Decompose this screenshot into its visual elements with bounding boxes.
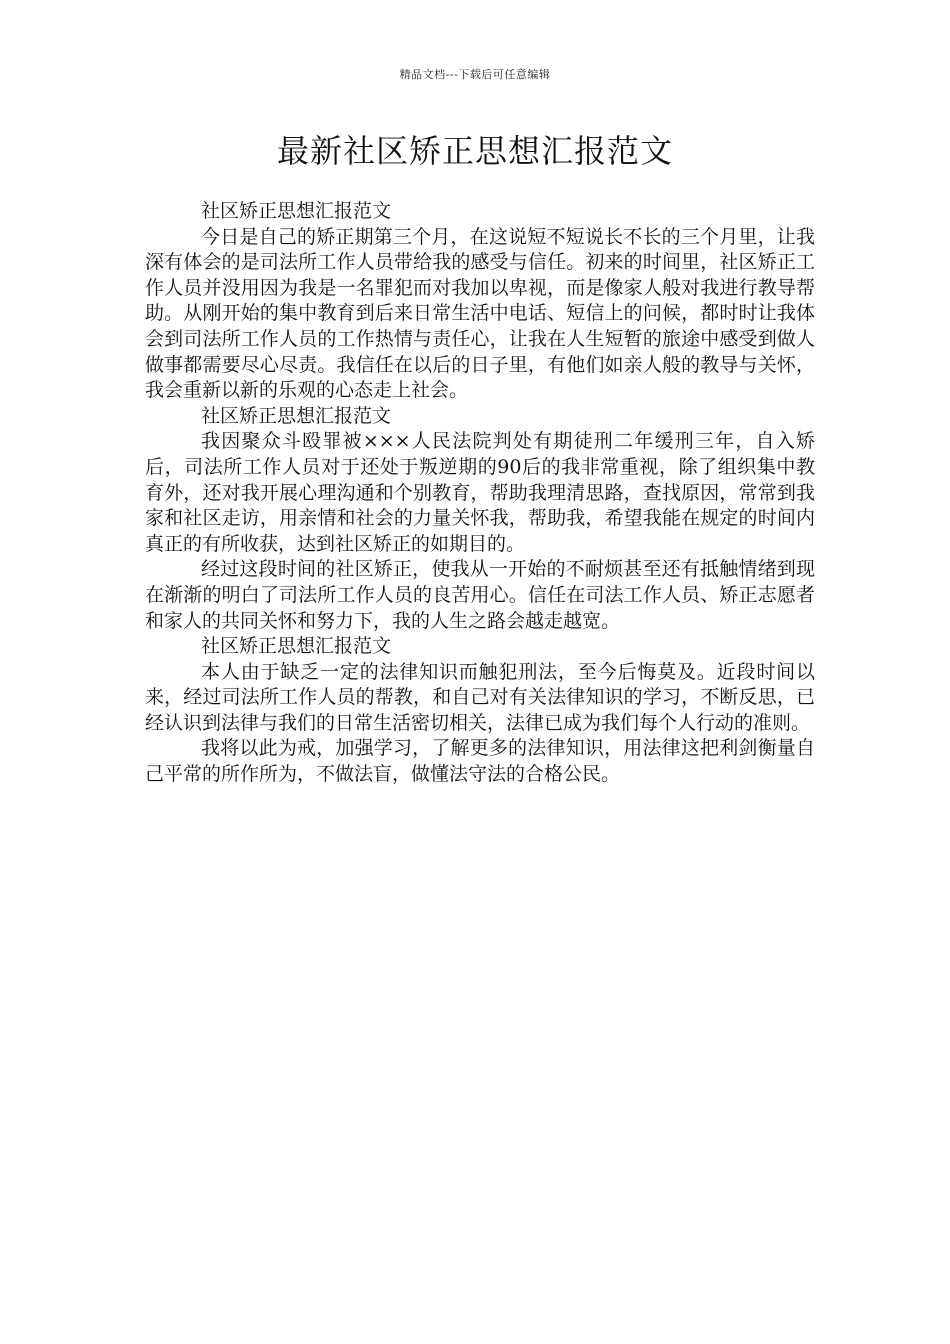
document-body xyxy=(145,199,815,788)
header-note: 精品文档---下载后可任意编辑 xyxy=(399,68,551,81)
body-paragraph: 本人由于缺乏一定的法律知识而触犯刑法，至今后悔莫及。近段时间以来，经过司法所工作人员的帮教，和自己对有关法律知识的学习，不断反思，已经认识到法律与我们的日常生活密切相关，法律已成为我们每个人行动的准则。 xyxy=(145,660,815,734)
section-heading: 社区矫正思想汇报范文 xyxy=(201,635,392,658)
body-paragraph: 今日是自己的矫正期第三个月，在这说短不短说长不长的三个月里，让我深有体会的是司法所工作人员带给我的感受与信任。初来的时间里，社区矫正工作人员并没用因为我是一名罪犯而对我加以卑视，而是像家人般对我进行教导帮助。从刚开始的集中教育到后来日常生活中电话、短信上的问候，都时时让我体会到司法所工作人员的工作热情与责任心，让我在人生短暂的旅途中感受到做人做事都需要尽心尽责。我信任在以后的日子里，有他们如亲人般的教导与关怀，我会重新以新的乐观的心态走上社会。 xyxy=(145,225,815,402)
body-paragraph: 我因聚众斗殴罪被×××人民法院判处有期徒刑二年缓刑三年，自入矫后，司法所工作人员对于还处于叛逆期的90后的我非常重视，除了组织集中教育外，还对我开展心理沟通和个别教育，帮助我理清思路，查找原因，常常到我家和社区走访，用亲情和社会的力量关怀我，帮助我，希望我能在规定的时间内真正的有所收获，达到社区矫正的如期目的。 xyxy=(145,430,815,555)
section-heading: 社区矫正思想汇报范文 xyxy=(201,404,392,427)
body-paragraph: 经过这段时间的社区矫正，使我从一开始的不耐烦甚至还有抵触情绪到现在渐渐的明白了司法所工作人员的良苦用心。信任在司法工作人员、矫正志愿者和家人的共同关怀和努力下，我的人生之路会越走越宽。 xyxy=(145,558,815,632)
document-title: 最新社区矫正思想汇报范文 xyxy=(276,132,673,170)
section-heading: 社区矫正思想汇报范文 xyxy=(201,200,392,222)
body-paragraph: 我将以此为戒，加强学习，了解更多的法律知识，用法律这把利剑衡量自己平常的所作所为，不做法盲，做懂法守法的合格公民。 xyxy=(145,737,815,786)
